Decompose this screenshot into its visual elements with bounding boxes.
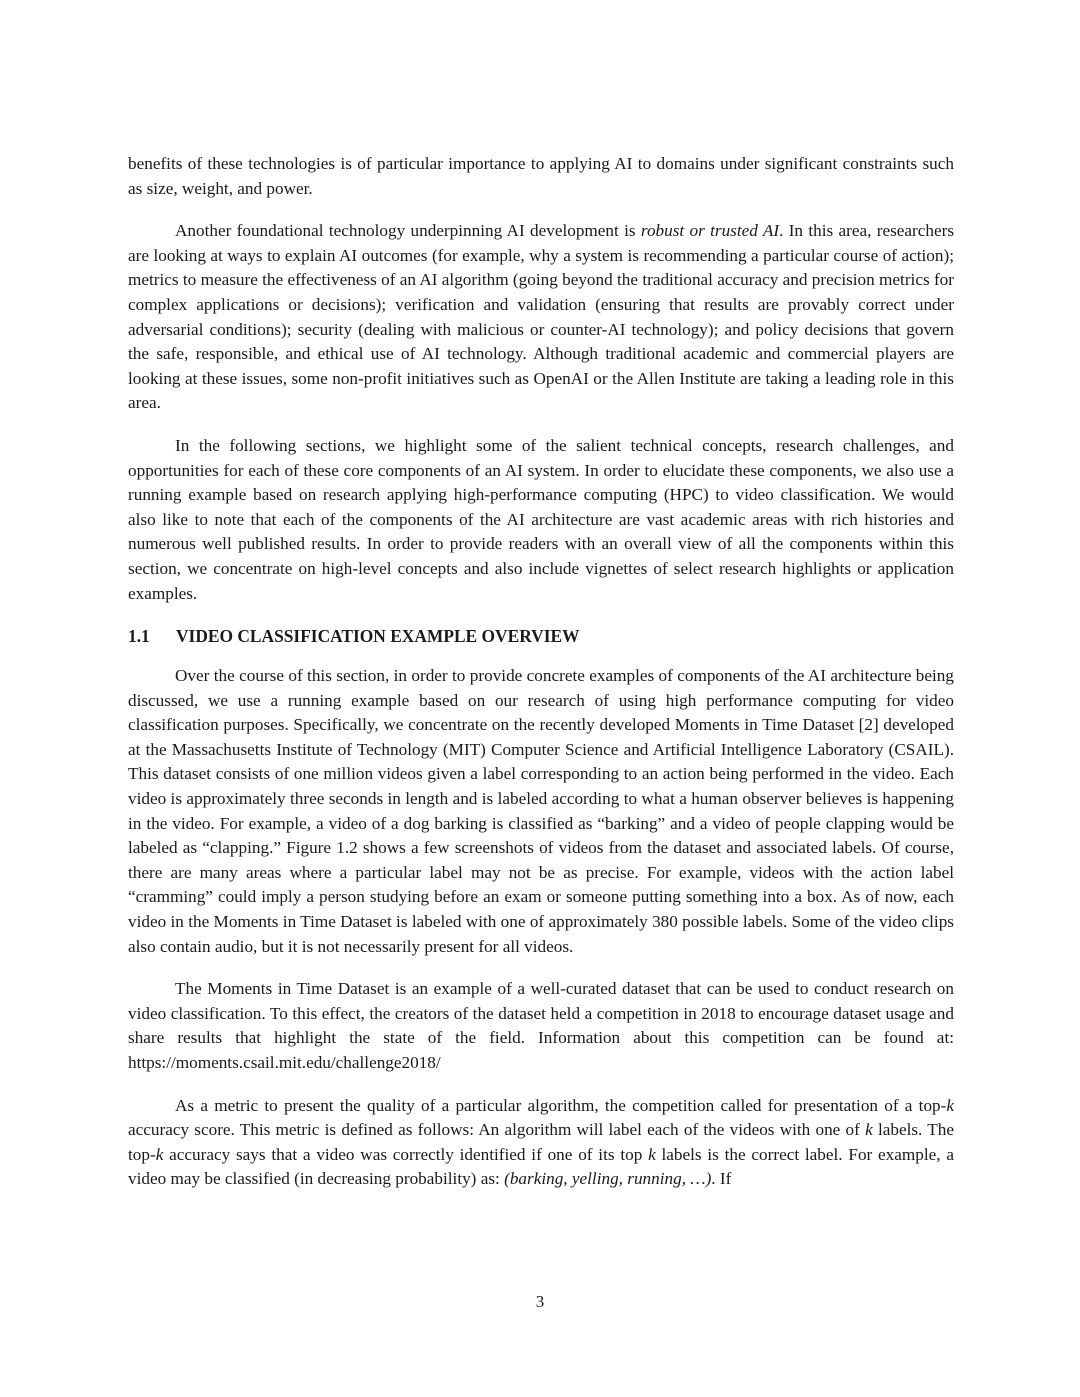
- paragraph-following-sections: [128, 434, 954, 606]
- emphasis-label-list: (barking, yelling, running, …): [504, 1169, 712, 1189]
- paragraph-text: Another foundational technology underpinning AI development is: [175, 221, 641, 241]
- paragraph-robust-ai: [128, 219, 954, 416]
- emphasis-robust-ai: robust or trusted AI: [640, 221, 780, 241]
- paragraph-text: accuracy says that a video was correctly identified if one of its top: [163, 1144, 649, 1164]
- emphasis-k: k: [155, 1144, 164, 1164]
- paragraph-text: . In this area, researchers are looking at ways to explain AI outcomes (for example, why a system is recommending a particular course of action); metrics to measure the effectiveness of an AI algorithm (going beyond the traditional accuracy and precision metrics for complex applications or decisions); verification and validation (ensuring that results are provably correct under adversarial conditions); security (dealing with malicious or counter-AI technology); and policy decisions that govern the safe, responsible, and ethical use of AI technology. Although traditional academic and commercial players are looking at these issues, some non-profit initiatives such as OpenAI or the Allen Institute are taking a leading role in this area.: [128, 221, 955, 413]
- paragraph-top-k-metric: [128, 1094, 954, 1192]
- page-body: [128, 152, 954, 1210]
- paragraph-text: . If: [711, 1169, 732, 1189]
- emphasis-k: k: [946, 1095, 954, 1115]
- paragraph-text: In the following sections, we highlight some of the salient technical concepts, research challenges, and opportunities for each of these core components of an AI system. In order to elucidate these components, we also use a running example based on research applying high-performance computing (HPC) to video classification. We would also like to note that each of the components of the AI architecture are vast academic areas with rich histories and numerous well published results. In order to provide readers with an overall view of all the components within this section, we concentrate on high-level concepts and also include vignettes of select research highlights or application examples.: [128, 435, 954, 603]
- paragraph-text: Over the course of this section, in order to provide concrete examples of components of the AI architecture being discussed, we use a running example based on our research of using high performance computing for video classification purposes. Specifically, we concentrate on the recently developed Moments in Time Dataset [2] developed at the Massachusetts Institute of Technology (MIT) Computer Science and Artificial Intelligence Laboratory (CSAIL). This dataset consists of one million videos given a label corresponding to an action being performed in the video. Each video is approximately three seconds in length and is labeled according to what a human observer believes is happening in the video. For example, a video of a dog barking is classified as “barking” and a video of people clapping would be labeled as “clapping.” Figure 1.2 shows a few screenshots of videos from the dataset and associated labels. Of course, there are many areas where a particular label may not be as precise. For example, videos with the action label “cramming” could imply a person studying before an exam or someone putting something into a box. As of now, each video in the Moments in Time Dataset is labeled with one of approximately 380 possible labels. Some of the video clips also contain audio, but it is not necessarily present for all videos.: [128, 666, 954, 956]
- paragraph-competition: [128, 977, 954, 1075]
- paragraph-text: accuracy score. This metric is defined as follows: An algorithm will label each of the videos with one of: [128, 1120, 866, 1140]
- emphasis-k: k: [865, 1120, 873, 1140]
- paragraph-moments-dataset: [128, 664, 954, 959]
- section-heading: [128, 624, 954, 648]
- paragraph-constraints: [128, 152, 954, 201]
- paragraph-text: labels is the correct label. For example, a video may be classified (in decreasing probability) as:: [128, 1144, 954, 1189]
- emphasis-k: k: [648, 1144, 656, 1164]
- section-title: VIDEO CLASSIFICATION EXAMPLE OVERVIEW: [176, 626, 580, 647]
- paragraph-text: labels. The top-: [128, 1120, 954, 1164]
- paragraph-text: The Moments in Time Dataset is an example of a well-curated dataset that can be used to conduct research on video classification. To this effect, the creators of the dataset held a competition in 2018 to encourage dataset usage and share results that highlight the state of the field. Information about this competition can be found at: https://moments.csail.mit.edu/challenge2018/: [128, 979, 954, 1072]
- paragraph-text: As a metric to present the quality of a particular algorithm, the competition called for presentation of a top-: [175, 1095, 947, 1115]
- paragraph-text: benefits of these technologies is of particular importance to applying AI to domains under significant constraints such as size, weight, and power.: [128, 154, 954, 198]
- page-number: 3: [535, 1292, 545, 1311]
- section-number: 1.1: [128, 626, 150, 647]
